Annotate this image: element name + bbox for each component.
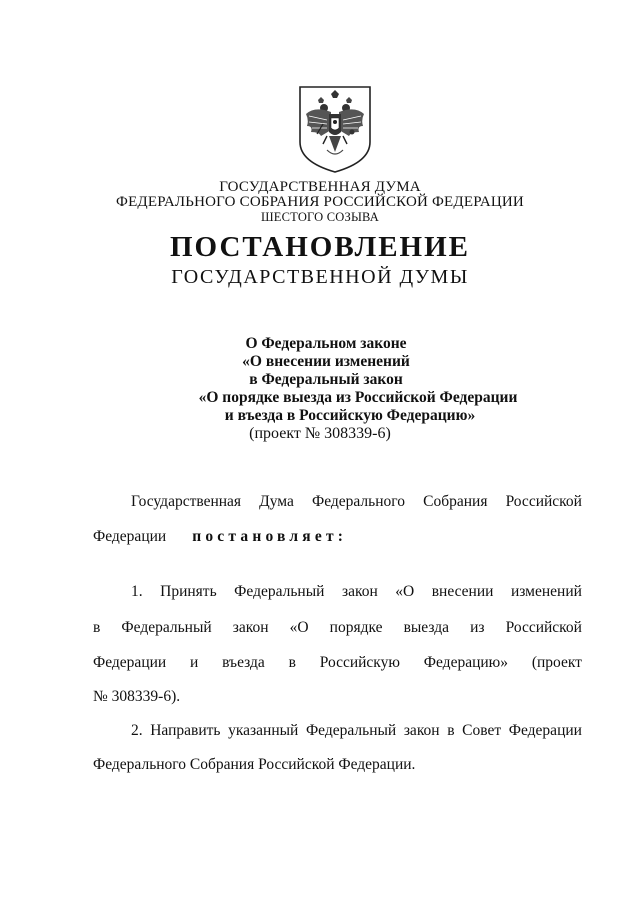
item-1-line-2: [93, 619, 582, 637]
word: Государственная: [131, 493, 242, 510]
word: изменений: [510, 583, 582, 600]
preamble-line: [131, 493, 582, 511]
word: Собрания: [423, 493, 488, 510]
item-1-line-1: [131, 583, 582, 601]
word: Совет: [462, 722, 502, 739]
word: в: [288, 654, 296, 671]
word: Направить: [150, 722, 221, 739]
word: Федеральный: [305, 722, 397, 739]
word: (проект: [531, 654, 582, 671]
word: Российскую: [319, 654, 400, 671]
item-2-line-1: [131, 722, 582, 740]
word: Федерации: [508, 722, 582, 739]
word: 2.: [131, 722, 143, 739]
word: «О: [289, 619, 309, 636]
word: Принять: [160, 583, 217, 600]
title-line-2: «О внесении изменений: [242, 353, 410, 370]
word: Федерального: [311, 493, 406, 510]
preamble-end: Федерации: [93, 528, 167, 545]
header-line-1: ГОСУДАРСТВЕННАЯ ДУМА: [219, 179, 421, 195]
document-type: ПОСТАНОВЛЕНИЕ: [169, 231, 470, 263]
item-1-line-4: № 308339-6).: [93, 688, 181, 705]
double-headed-eagle-icon: [297, 84, 373, 174]
item-1-line-3: [93, 654, 582, 672]
word: выезда: [403, 619, 449, 636]
word: и: [190, 654, 199, 671]
word: 1.: [131, 583, 143, 600]
item-2-line-2: Федерального Собрания Российской Федерации.: [93, 756, 416, 773]
word: порядке: [329, 619, 383, 636]
title-line-4: «О порядке выезда из Российской Федерации: [198, 389, 518, 406]
title-line-3: в Федеральный закон: [249, 371, 403, 388]
word: «О: [395, 583, 415, 600]
header-line-2: ФЕДЕРАЛЬНОГО СОБРАНИЯ РОССИЙСКОЙ ФЕДЕРАЦИИ: [116, 194, 524, 210]
word: Федеральный: [121, 619, 212, 636]
word: Российской: [505, 619, 582, 636]
decree-word: постановляет:: [192, 528, 348, 545]
word: внесении: [431, 583, 494, 600]
word: из: [470, 619, 485, 636]
word: Федеральный: [234, 583, 325, 600]
header-line-3: ШЕСТОГО СОЗЫВА: [260, 210, 380, 224]
word: Федерацию»: [423, 654, 509, 671]
word: Дума: [259, 493, 294, 510]
word: Федерации: [93, 654, 167, 671]
title-line-5: и въезда в Российскую Федерацию»: [224, 407, 476, 424]
document-subtype: ГОСУДАРСТВЕННОЙ ДУМЫ: [171, 266, 469, 288]
word: в: [93, 619, 101, 636]
word: закон: [232, 619, 269, 636]
word: въезда: [222, 654, 265, 671]
title-line-1: О Федеральном законе: [245, 335, 407, 352]
decree-line: [93, 528, 582, 546]
word: Российской: [505, 493, 582, 510]
word: в: [447, 722, 455, 739]
state-emblem: [297, 84, 373, 174]
project-number: (проект № 308339-6): [249, 425, 391, 442]
word: закон: [341, 583, 378, 600]
word: указанный: [228, 722, 299, 739]
word: закон: [403, 722, 440, 739]
